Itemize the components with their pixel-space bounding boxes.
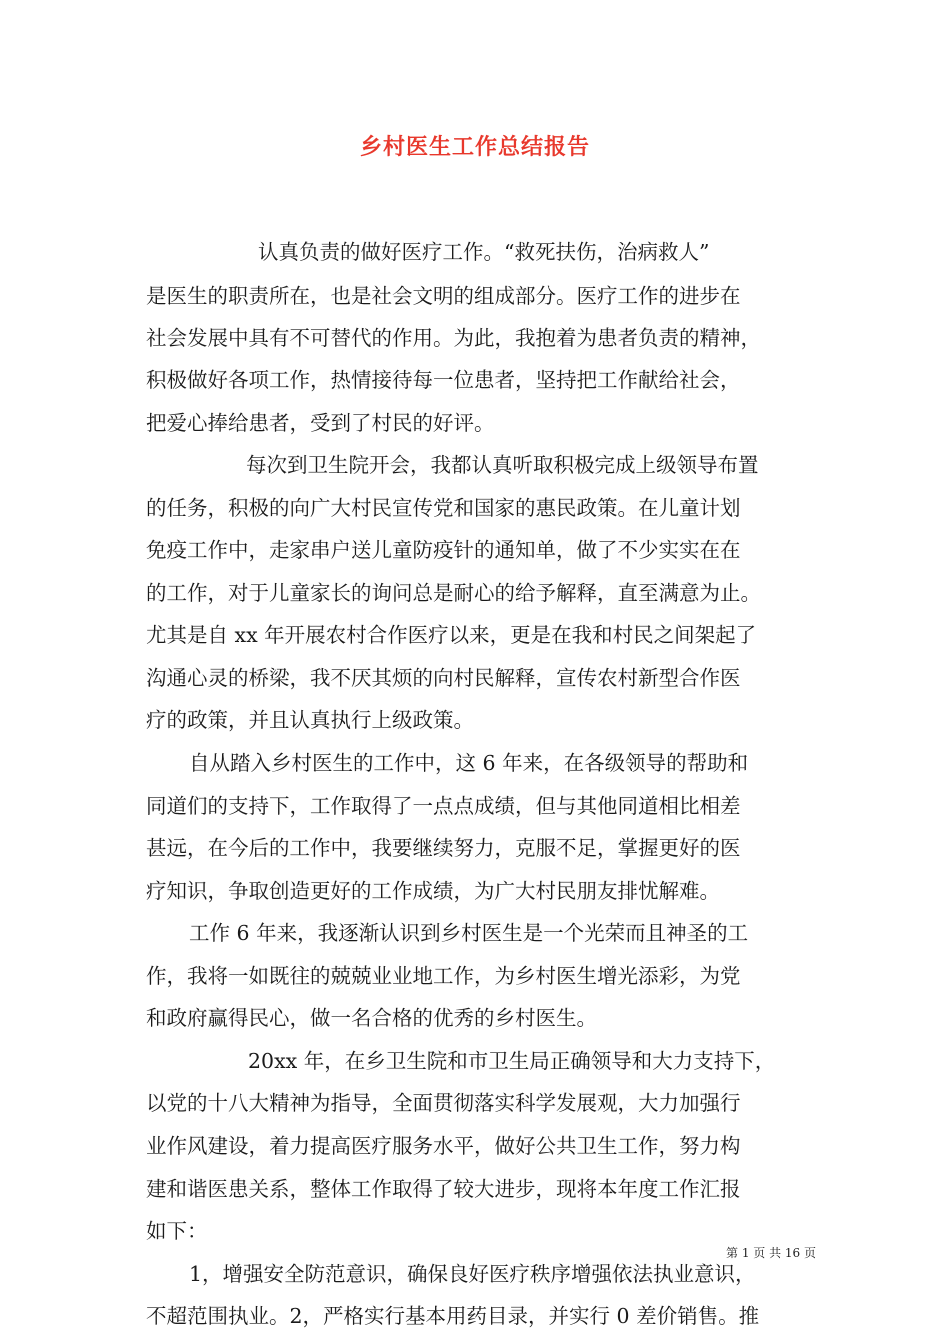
- page-number: 第 1 页 共 16 页: [726, 1246, 816, 1260]
- paragraph-line: 认真负责的做好医疗工作。“救死扶伤，治病救人”: [258, 240, 710, 264]
- paragraph-line: 同道们的支持下，工作取得了一点点成绩，但与其他同道相比相差: [146, 794, 741, 818]
- paragraph-line: 的任务，积极的向广大村民宣传党和国家的惠民政策。在儿童计划: [146, 496, 741, 520]
- paragraph-line: 如下：: [146, 1219, 208, 1243]
- paragraph-line: 建和谐医患关系，整体工作取得了较大进步，现将本年度工作汇报: [146, 1177, 741, 1201]
- paragraph-line: 甚远，在今后的工作中，我要继续努力，克服不足，掌握更好的医: [146, 836, 741, 860]
- paragraph-line: 以党的十八大精神为指导，全面贯彻落实科学发展观，大力加强行: [146, 1091, 741, 1115]
- paragraph-line: 作，我将一如既往的兢兢业业地工作，为乡村医生增光添彩，为党: [146, 964, 741, 988]
- paragraph-line: 沟通心灵的桥梁，我不厌其烦的向村民解释，宣传农村新型合作医: [146, 666, 741, 690]
- paragraph-line: 和政府赢得民心，做一名合格的优秀的乡村医生。: [146, 1006, 597, 1030]
- document-title: 乡村医生工作总结报告: [359, 134, 590, 160]
- paragraph-line: 工作 6 年来，我逐渐认识到乡村医生是一个光荣而且神圣的工: [189, 921, 749, 945]
- paragraph-line: 尤其是自 xx 年开展农村合作医疗以来，更是在我和村民之间架起了: [146, 623, 757, 647]
- paragraph-line: 1，增强安全防范意识，确保良好医疗秩序增强依法执业意识，: [189, 1262, 756, 1286]
- paragraph-line: 免疫工作中，走家串户送儿童防疫针的通知单，做了不少实实在在: [146, 538, 741, 562]
- paragraph-line: 是医生的职责所在，也是社会文明的组成部分。医疗工作的进步在: [146, 284, 741, 308]
- paragraph-line: 积极做好各项工作，热情接待每一位患者，坚持把工作献给社会，: [146, 368, 741, 392]
- paragraph-line: 自从踏入乡村医生的工作中，这 6 年来，在各级领导的帮助和: [189, 751, 749, 775]
- paragraph-line: 疗的政策，并且认真执行上级政策。: [146, 708, 474, 732]
- paragraph-line: 的工作，对于儿童家长的询问总是耐心的给予解释，直至满意为止。: [146, 581, 761, 605]
- paragraph-line: 不超范围执业。2，严格实行基本用药目录，并实行 0 差价销售。推: [146, 1304, 760, 1328]
- paragraph-line: 业作风建设，着力提高医疗服务水平，做好公共卫生工作，努力构: [146, 1134, 741, 1158]
- paragraph-line: 20xx 年，在乡卫生院和市卫生局正确领导和大力支持下，: [248, 1049, 776, 1073]
- paragraph-line: 每次到卫生院开会，我都认真听取积极完成上级领导布置: [246, 453, 759, 477]
- paragraph-line: 社会发展中具有不可替代的作用。为此，我抱着为患者负责的精神，: [146, 326, 761, 350]
- paragraph-line: 把爱心捧给患者，受到了村民的好评。: [146, 411, 495, 435]
- paragraph-line: 疗知识，争取创造更好的工作成绩，为广大村民朋友排忧解难。: [146, 879, 720, 903]
